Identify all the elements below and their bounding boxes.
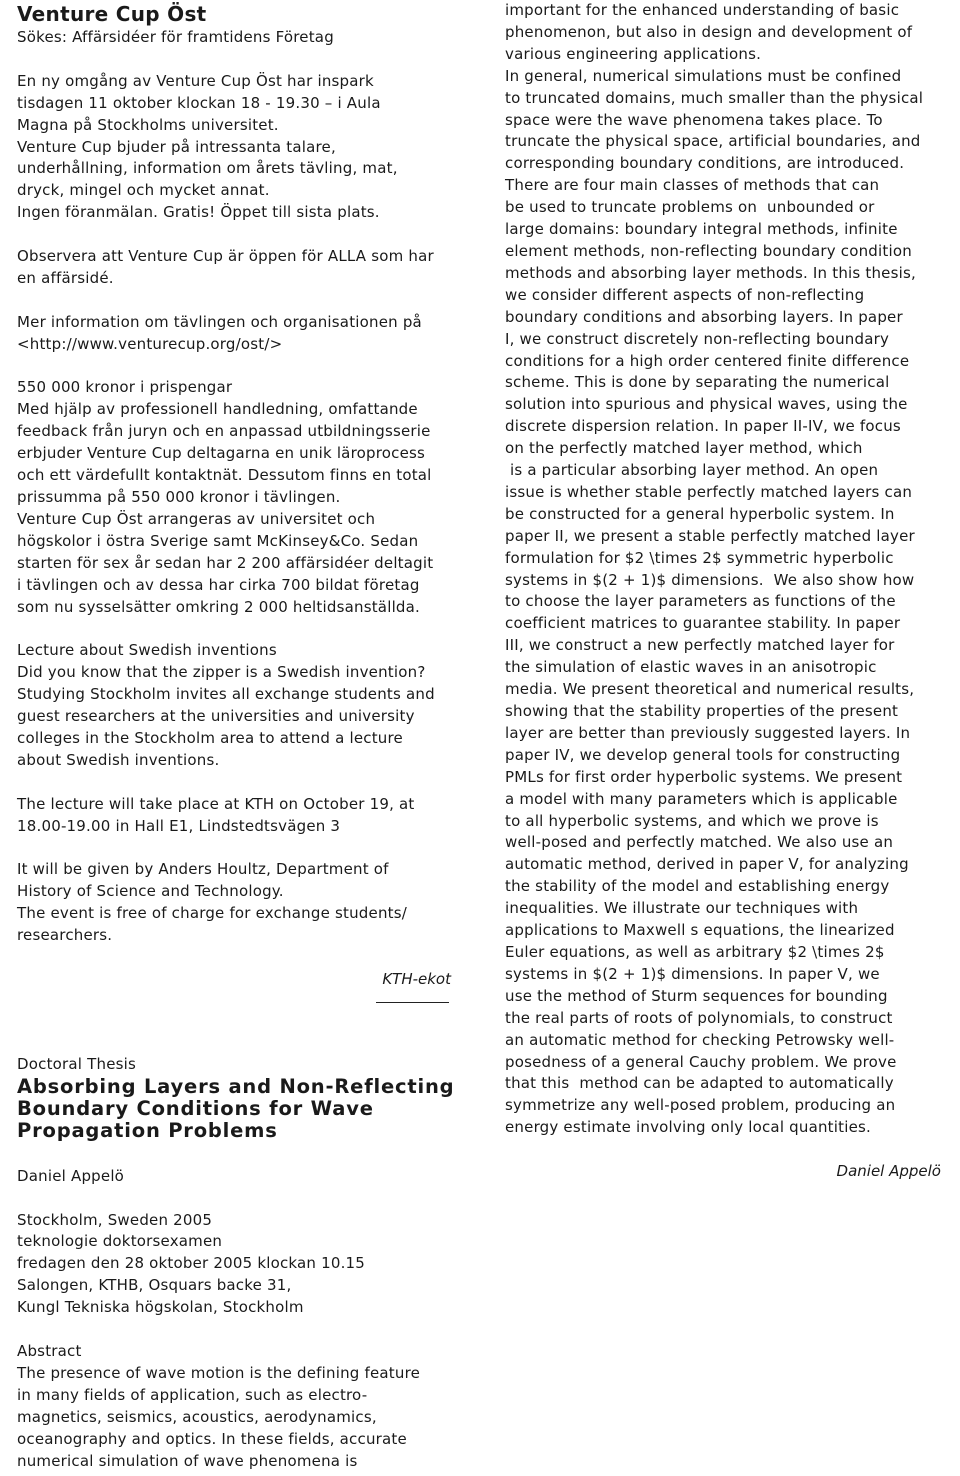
text-line: Venture Cup bjuder på intressanta talare, <box>17 137 336 156</box>
text-line: och ett värdefullt kontaktnät. Dessutom finns en total <box>17 466 432 485</box>
text-line: the stability of the model and establishing energy <box>505 877 890 896</box>
text-line: an automatic method for checking Petrowsky well- <box>505 1030 895 1049</box>
text-line: automatic method, derived in paper V, for analyzing <box>505 855 909 874</box>
text-line: Magna på Stockholms universitet. <box>17 115 279 134</box>
text-line: i tävlingen och av dessa har cirka 700 bildat företag <box>17 575 420 594</box>
lecture-time <box>17 794 457 838</box>
text-line: Propagation Problems <box>17 1118 278 1142</box>
thesis-signature: Daniel Appelö <box>836 1162 941 1181</box>
text-line: boundary conditions and absorbing layers. In paper <box>505 307 903 326</box>
text-line: the real parts of roots of polynomials, to construct <box>505 1008 893 1027</box>
text-line: media. We present theoretical and numerical results, <box>505 680 915 699</box>
text-line: various engineering applications. <box>505 44 762 63</box>
text-line: applications to Maxwell s equations, the linearized <box>505 921 895 940</box>
text-line: III, we construct a new perfectly matched layer for <box>505 636 895 655</box>
text-line: to truncated domains, much smaller than the physical <box>505 88 924 107</box>
text-line: 550 000 kronor i prispengar <box>17 378 233 397</box>
text-line: guest researchers at the universities and university <box>17 707 415 726</box>
text-line: Kungl Tekniska högskolan, Stockholm <box>17 1298 304 1317</box>
text-line: space were the wave phenomena takes place. To <box>505 110 883 129</box>
text-line: coefficient matrices to guarantee stability. In paper <box>505 614 901 633</box>
text-line: tisdagen 11 oktober klockan 18 - 19.30 – i Aula <box>17 93 381 112</box>
text-line: be constructed for a general hyperbolic system. In <box>505 504 895 523</box>
text-line: högskolor i östra Sverige samt McKinsey&Co. Sedan <box>17 531 419 550</box>
text-line: erbjuder Venture Cup deltagarna en unik läroprocess <box>17 444 426 463</box>
text-line: showing that the stability properties of the present <box>505 702 899 720</box>
thesis-title <box>17 1076 457 1142</box>
text-line: Observera att Venture Cup är öppen för ALLA som har <box>17 247 434 266</box>
text-line: starten för sex år sedan har 2 200 affärsidéer deltagit <box>17 553 434 572</box>
text-line: conditions for a high order centered finite difference <box>505 351 910 370</box>
venture-cup-title: Venture Cup Öst <box>17 2 207 26</box>
text-line: In general, numerical simulations must be confined <box>505 66 902 85</box>
text-line: layer are better than previously suggested layers. In <box>505 723 911 742</box>
text-line: Boundary Conditions for Wave <box>17 1096 374 1120</box>
thesis-author: Daniel Appelö <box>17 1166 125 1185</box>
text-line: Absorbing Layers and Non-Reflecting <box>17 1074 455 1098</box>
text-line: is a particular absorbing layer method. An open <box>505 461 879 480</box>
text-line: The presence of wave motion is the defining feature <box>17 1363 421 1382</box>
text-line: Sökes: Affärsidéer för framtidens Företag <box>17 28 334 46</box>
text-line: PMLs for first order hyperbolic systems. We present <box>505 767 903 786</box>
text-line: 18.00-19.00 in Hall E1, Lindstedtsvägen 3 <box>17 816 341 835</box>
text-line: Venture Cup Öst arrangeras av universitet och <box>17 509 376 528</box>
text-line: formulation for $2 \times 2$ symmetric hyperbolic <box>505 548 894 567</box>
text-line: a model with many parameters which is applicable <box>505 789 898 808</box>
text-line: element methods, non-reflecting boundary condition <box>505 241 912 260</box>
lecture-signature: KTH-ekot <box>382 969 451 988</box>
text-line: that this method can be adapted to automatically <box>505 1074 894 1093</box>
text-line: the simulation of elastic waves in an anisotropic <box>505 658 877 677</box>
text-line: be used to truncate problems on unbounded or <box>505 198 875 217</box>
text-line: Ingen föranmälan. Gratis! Öppet till sista plats. <box>17 203 380 222</box>
text-line: magnetics, seismics, acoustics, aerodynamics, <box>17 1407 377 1426</box>
text-line: issue is whether stable perfectly matched layers can <box>505 482 913 501</box>
text-line: oceanography and optics. In these fields, accurate <box>17 1429 407 1448</box>
text-line: En ny omgång av Venture Cup Öst har inspark <box>17 71 374 90</box>
text-line: It will be given by Anders Houltz, Department of <box>17 860 389 879</box>
text-line: important for the enhanced understanding of basic <box>505 1 900 19</box>
text-line: Euler equations, as well as arbitrary $2 \times 2$ <box>505 942 885 961</box>
text-line: I, we construct discretely non-reflecting boundary <box>505 329 890 348</box>
text-line: The event is free of charge for exchange students/ <box>17 904 407 923</box>
text-line: systems in $(2 + 1)$ dimensions. In paper V, we <box>505 964 880 983</box>
text-line: methods and absorbing layer methods. In this thesis, <box>505 263 916 282</box>
text-line: teknologie doktorsexamen <box>17 1232 223 1251</box>
left-column <box>17 0 457 1472</box>
text-line: corresponding boundary conditions, are introduced. <box>505 154 905 173</box>
text-line: paper II, we present a stable perfectly matched layer <box>505 526 915 545</box>
text-line: truncate the physical space, artificial boundaries, and <box>505 132 921 151</box>
venture-open-note <box>17 246 457 290</box>
text-line: researchers. <box>17 926 113 945</box>
text-line: en affärsidé. <box>17 268 114 287</box>
text-line: numerical simulation of wave phenomena is <box>17 1451 358 1470</box>
text-line: about Swedish inventions. <box>17 750 220 769</box>
abstract-continued <box>505 0 945 1139</box>
text-line: scheme. This is done by separating the numerical <box>505 373 890 392</box>
lecture-speaker <box>17 859 457 947</box>
text-line: paper IV, we develop general tools for constructing <box>505 745 901 764</box>
text-line: fredagen den 28 oktober 2005 klockan 10.15 <box>17 1254 366 1273</box>
text-line: History of Science and Technology. <box>17 882 284 901</box>
text-line: phenomenon, but also in design and development of <box>505 22 913 41</box>
text-line: energy estimate involving only local quantities. <box>505 1118 871 1137</box>
text-line: in many fields of application, such as electro- <box>17 1385 368 1404</box>
thesis-label: Doctoral Thesis <box>17 1054 137 1073</box>
text-line: colleges in the Stockholm area to attend a lecture <box>17 728 403 747</box>
text-line: symmetrize any well-posed problem, producing an <box>505 1096 896 1115</box>
text-line: well-posed and perfectly matched. We also use an <box>505 833 894 852</box>
text-line: Mer information om tävlingen och organisationen på <box>17 312 422 331</box>
thesis-abstract <box>17 1341 457 1472</box>
text-line: large domains: boundary integral methods, infinite <box>505 220 898 239</box>
text-line: Studying Stockholm invites all exchange students and <box>17 685 435 704</box>
text-line: solution into spurious and physical waves, using the <box>505 395 908 414</box>
text-line: <http://www.venturecup.org/ost/> <box>17 334 283 353</box>
text-line: Salongen, KTHB, Osquars backe 31, <box>17 1276 292 1295</box>
right-column <box>505 0 945 1183</box>
text-line: prissumma på 550 000 kronor i tävlingen. <box>17 487 341 506</box>
text-line: dryck, mingel och mycket annat. <box>17 181 270 200</box>
text-line: to choose the layer parameters as functions of the <box>505 592 896 611</box>
venture-prize <box>17 377 457 618</box>
text-line: The lecture will take place at KTH on October 19, at <box>17 794 415 813</box>
text-line: systems in $(2 + 1)$ dimensions. We also show how <box>505 570 915 589</box>
text-line: som nu sysselsätter omkring 2 000 heltidsanställda. <box>17 597 421 616</box>
text-line: posedness of a general Cauchy problem. We prove <box>505 1052 897 1071</box>
lecture-intro <box>17 640 457 771</box>
text-line: to all hyperbolic systems, and which we prove is <box>505 811 879 830</box>
text-line: discrete dispersion relation. In paper II-IV, we focus <box>505 417 901 436</box>
text-line: Did you know that the zipper is a Swedish invention? <box>17 663 426 682</box>
text-line: we consider different aspects of non-reflecting <box>505 285 865 304</box>
text-line: on the perfectly matched layer method, which <box>505 439 863 458</box>
text-line: Abstract <box>17 1342 82 1360</box>
text-line: use the method of Sturm sequences for bounding <box>505 986 888 1005</box>
text-line <box>17 49 457 71</box>
text-line: underhållning, information om årets tävling, mat, <box>17 159 398 178</box>
text-line: inequalities. We illustrate our techniques with <box>505 899 859 918</box>
text-line: There are four main classes of methods that can <box>505 176 880 195</box>
thesis-details <box>17 1210 457 1320</box>
text-line: Lecture about Swedish inventions <box>17 641 277 660</box>
venture-intro <box>17 27 457 224</box>
venture-more-info <box>17 312 457 356</box>
text-line: Stockholm, Sweden 2005 <box>17 1210 213 1229</box>
text-line: Med hjälp av professionell handledning, omfattande <box>17 400 418 419</box>
text-line: feedback från juryn och en anpassad utbildningsserie <box>17 422 431 441</box>
